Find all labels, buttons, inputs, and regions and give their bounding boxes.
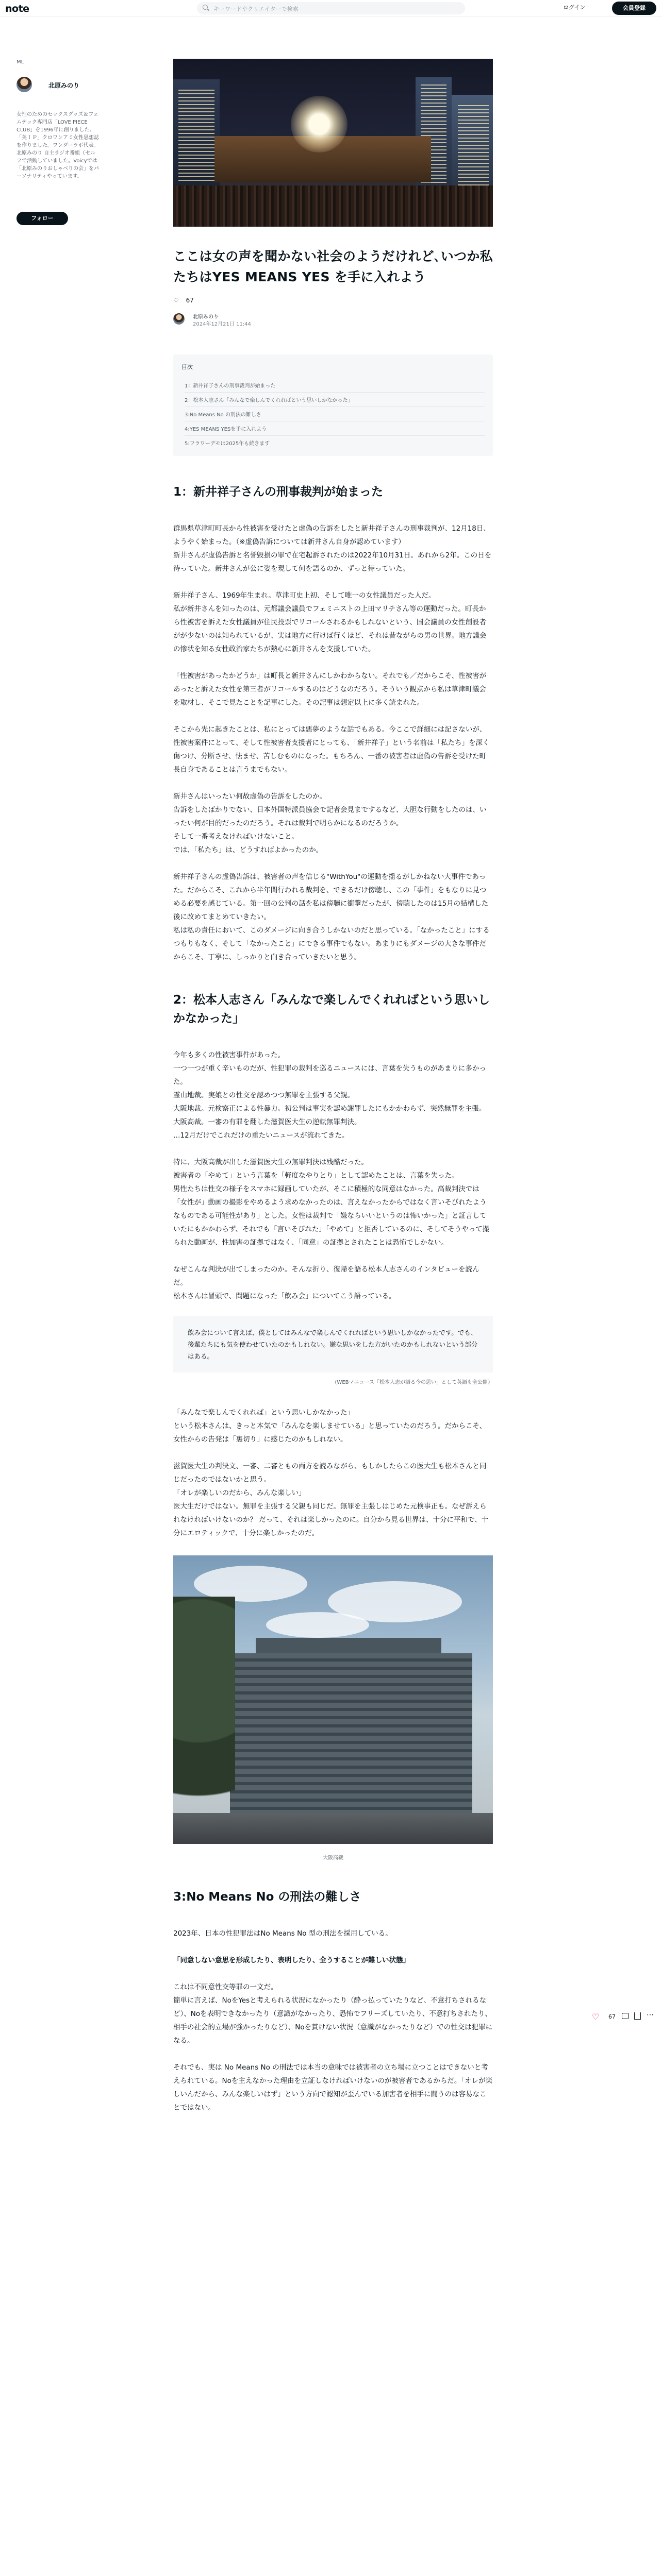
like-heart-icon[interactable]: ♡ (592, 2012, 600, 2022)
toc-item[interactable]: 5:フラワーデモは2025年も続きます (185, 441, 270, 447)
blockquote: 飲み会について言えば、僕としてはみんなで楽しんでくれればという思いしかなかったです。でも、後輩たちにも気を使わせていたのかもしれない。嫌な思いをした方がいたのかもしれないという部分はある。 (173, 1316, 493, 1372)
paragraph: それでも、実は No Means No の刑法では本当の意味では被害者の立ち場に立つことはできないと考えられている。Noを主えなかった理由を立証しなければいけないのが被害者であるからだ。「オレが楽しいんだから、みんな楽しいはず」という方向で認知が歪んでいる加害者を相手に闘うのは容易なことではない。 (173, 2063, 493, 2112)
paragraph: 「みんなで楽しんでくれれば」という思いしかなかった」 という松本さんは、きっと本気で「みんなを楽しませている」と思っていたのだろう。だからこそ、女性からの告発は「裏切り」に感じたのかもしれない。 (173, 1409, 487, 1444)
login-link[interactable]: ログイン (563, 4, 586, 11)
profile-tag: ML (16, 59, 24, 65)
toc-item[interactable]: 3:No Means No の刑法の難しさ (185, 407, 485, 421)
avatar[interactable] (16, 77, 32, 92)
paragraph: これは不同意性交等罪の一文だ。 簡単に言えば、NoをYesと考えられる状況になかったり（酔っ払っていたりなど、不意打ちされるなど）、Noを表明できなかったり（意識がなかったり、恐怖でフリーズしていたり、不意打ちされたり、相手の社会的立場が強かったりなど）、Noを貫けない状況（意識がなかったりなど）での性交は犯罪になる。 (173, 1983, 493, 2045)
photo-caption: 大阪高裁 (323, 1855, 343, 1861)
top-bar (0, 0, 662, 16)
toc-item[interactable]: 2：松本人志さん「みんなで楽しんでくれればという思いしかなかった」 (185, 393, 485, 407)
author-bio: 女性のためのセックスグッズ＆フェムテック専門店「LOVE PIECE CLUB」を1996年に創りました。「美ＩＰ」クロワンアミ女性思想誌を作りました。ワンダーラボ代表。北原みのり 自主ラジオ番組（セルフで活動していました。Voicyでは「北原みのりおしゃべりの会」をパーソナリティやっています。 (16, 112, 99, 179)
author-avatar[interactable] (173, 313, 185, 325)
paragraph: 新井祥子さん、1969年生まれ。草津町史上初、そして唯一の女性議員だった人だ。 私が新井さんを知ったのは、元都議会議員でフェミニストの上田マリチさん等の運動だった。町長から性被害を訴えた女性議員が住民投票でリコールされるかもしれないという、国会議員の女性創設者がが少ないのは知られているが、実は地方に行けば行くほど、それは昔ながらの男の世界。地方議会の惨状を知る女性政治家たちが熱心に新井さんを支援していた。 (173, 591, 487, 653)
article (173, 59, 493, 2128)
paragraph: 「性被害があったかどうか」は町長と新井さんにしかわからない。それでも／だからこそ、性被害があったと訴えた女性を第三者がリコールするのはどうなのだろう。そういう観点から私は草津町議会を取材し、そこで見たことを記事にした。その記事は想定以上に多く読まれた。 (173, 672, 487, 707)
more-icon[interactable]: ⋯ (647, 2011, 654, 2019)
author-name-small[interactable]: 北原みのり (193, 314, 219, 320)
paragraph: なぜこんな判決が出てしまったのか。そんな折り、復帰を語る松本人志さんのインタビューを読んだ。 松本さんは冒頭で、問題になった「飲み会」についてこう語っている。 (173, 1265, 479, 1300)
floating-actions (592, 2011, 654, 2023)
paragraph: 特に、大阪高裁が出した滋賀医大生の無罪判決は残酷だった。 被害者の「やめて」という言葉を「軽度なやりとり」として認めたことは、言葉を失った。 男性たちは性交の様子をスマホに録画していたが、そこに積極的な同意はなかった。高裁判決では「女性が」動画の撮影をやめるよう求めなかったのは、言えなかったからではなく言いそびれたようなものである可能性があり」とした。女性は裁判で「嫌ならいいというのは怖いかった」と証言していたにもかかわらず、それでも「言いそびれた」「やめて」と拒否しているのに、そしてそうやって撮られた動画が、性加害の証拠ではなく、「同意」の証拠とされたことは恐怖でしかない。 (173, 1158, 490, 1247)
section-heading: 3:No Means No の刑法の難しさ (173, 1890, 361, 1904)
hero-image (173, 59, 493, 227)
author-name[interactable]: 北原みのり (48, 82, 80, 89)
share-icon[interactable] (634, 2012, 641, 2020)
like-row (173, 297, 493, 306)
note-logo[interactable]: note (5, 3, 29, 14)
author-profile (16, 59, 99, 222)
paragraph: 2023年、日本の性犯罪法はNo Means No 型の刑法を採用している。 (173, 1929, 392, 1938)
toc-item[interactable]: 4:YES MEANS YESを手に入れよう (185, 421, 485, 436)
search-placeholder: キーワードやクリエイターで検索 (213, 6, 299, 12)
section-heading: 2：松本人志さん「みんなで楽しんでくれればという思いしかなかった」 (173, 993, 490, 1025)
author-row (173, 312, 493, 328)
toc-heading[interactable]: 目次 (181, 364, 193, 370)
search-box[interactable] (197, 2, 465, 14)
quote-citation[interactable]: (WEBマニュース「松本人志が語る今の思い」として英語も全公開） (335, 1380, 493, 1385)
section-heading: 1：新井祥子さんの刑事裁判が始まった (173, 485, 384, 499)
follow-button[interactable]: フォロー (16, 212, 68, 225)
paragraph: 新井祥子さんの虚偽告訴は、被害者の声を信じる"WithYou"の運動を揺るがしかねない大事件であった。だからこそ、これから半年間行われる裁判を、できるだけ傍聴し、この「事件」をもなりに見つめる必要を感じている。第一回の公判の話を私は傍聴に衝撃だったが、傍聴したのは15月の結構した後に改めてまとめていきたい。 私は私の責任において、このダメージに向き合うしかないのだと思っている。「なかったこと」にするつもりもなく、そして「なかったこと」にできる事件でもない。あまりにもダメージの大きな事件だからこそ、丁寧に、しっかりと向き合っていきたいと思う。 (173, 873, 490, 961)
paragraph: 新井さんはいったい何故虚偽の告訴をしたのか。 告訴をしたばかりでない、日本外国特派員協会で記者会見までするなど、大胆な行動をしたのは、いったい何が目的だったのだろう。それは裁判で明らかになるのだろうか。 そして一番考えなければいけないこと。 では、「私たち」は、どうすればよかったのか。 (173, 792, 487, 854)
article-title: ここは女の声を聞かない社会のようだけれど､いつか私たちはYES MEANS YES を手に入れよう (173, 249, 493, 284)
court-photo (173, 1555, 493, 1844)
heart-icon[interactable]: ♡ (173, 297, 179, 304)
table-of-contents (173, 354, 493, 456)
search-icon (203, 5, 208, 10)
paragraph: 群馬県草津町町長から性被害を受けたと虚偽の告訴をしたと新井祥子さんの刑事裁判が、12月18日、ようやく始まった。（※虚偽告訴については新井さん自身が認めています） 新井さんが虚偽告訴と名誉毀損の罪で在宅起訴されたのは2022年10月31日。あれから2年。この日を待っていた。新井さんが公に姿を現して何を語るのか、ずっと待っていた。 (173, 524, 492, 573)
paragraph: 滋賀医大生の判決文、一審、二審ともの両方を読みながら、もしかしたらこの医大生も松本さんと同じだったのではないかと思う。 「オレが楽しいのだから、みんな楽しい」 医大生だけではない。無罪を主張する父親も同じだ。無罪を主張しはじめた元検事正も。なぜ訴えられなければいけないのか？ だって、それは楽しかったのに。自分から見る世界は、十分に平和で、十分にエロティックで、十分に楽しかったのだ。 (173, 1462, 489, 1537)
like-count: 67 (186, 297, 194, 304)
publish-date: 2024年12月21日 11:44 (193, 321, 251, 327)
paragraph: そこから先に起きたことは、私にとっては悪夢のような話でもある。今ここで詳細には記さないが、性被害案件にとって、そして性被害者支援者にとっても、「新井祥子」という名前は「私たち」を深く傷つけ、分断させ、怯ませ、苦しむものになった。もちろん、一番の被害者は虚偽の告訴を受けた町長自身であることは言うまでもない。 (173, 725, 490, 774)
floating-like-count: 67 (608, 2013, 616, 2020)
toc-item[interactable]: 1：新井祥子さんの刑事裁判が始まった (185, 378, 485, 393)
comment-icon[interactable] (622, 2013, 629, 2019)
signup-button[interactable]: 会員登録 (612, 2, 656, 15)
bold-quote: 「同意しない意思を形成したり、表明したり、全うすることが難しい状態」 (173, 1956, 410, 1964)
paragraph: 今年も多くの性被害事件があった。 一つ一つが重く辛いものだが、性犯罪の裁判を巡るニュースには、言葉を失うものがあまりに多かった。 霊山地裁。実娘との性交を認めつつ無罪を主張する父親。 大阪地裁。元検察正による性暴力。初公判は事実を認め謝罪したにもかかわらず、突然無罪を主張。 大阪高裁。一審の有罪を翻した滋賀医大生の逆転無罪判決。 …12月だけでこれだけの重たいニュースが流れてきた。 (173, 1051, 486, 1140)
